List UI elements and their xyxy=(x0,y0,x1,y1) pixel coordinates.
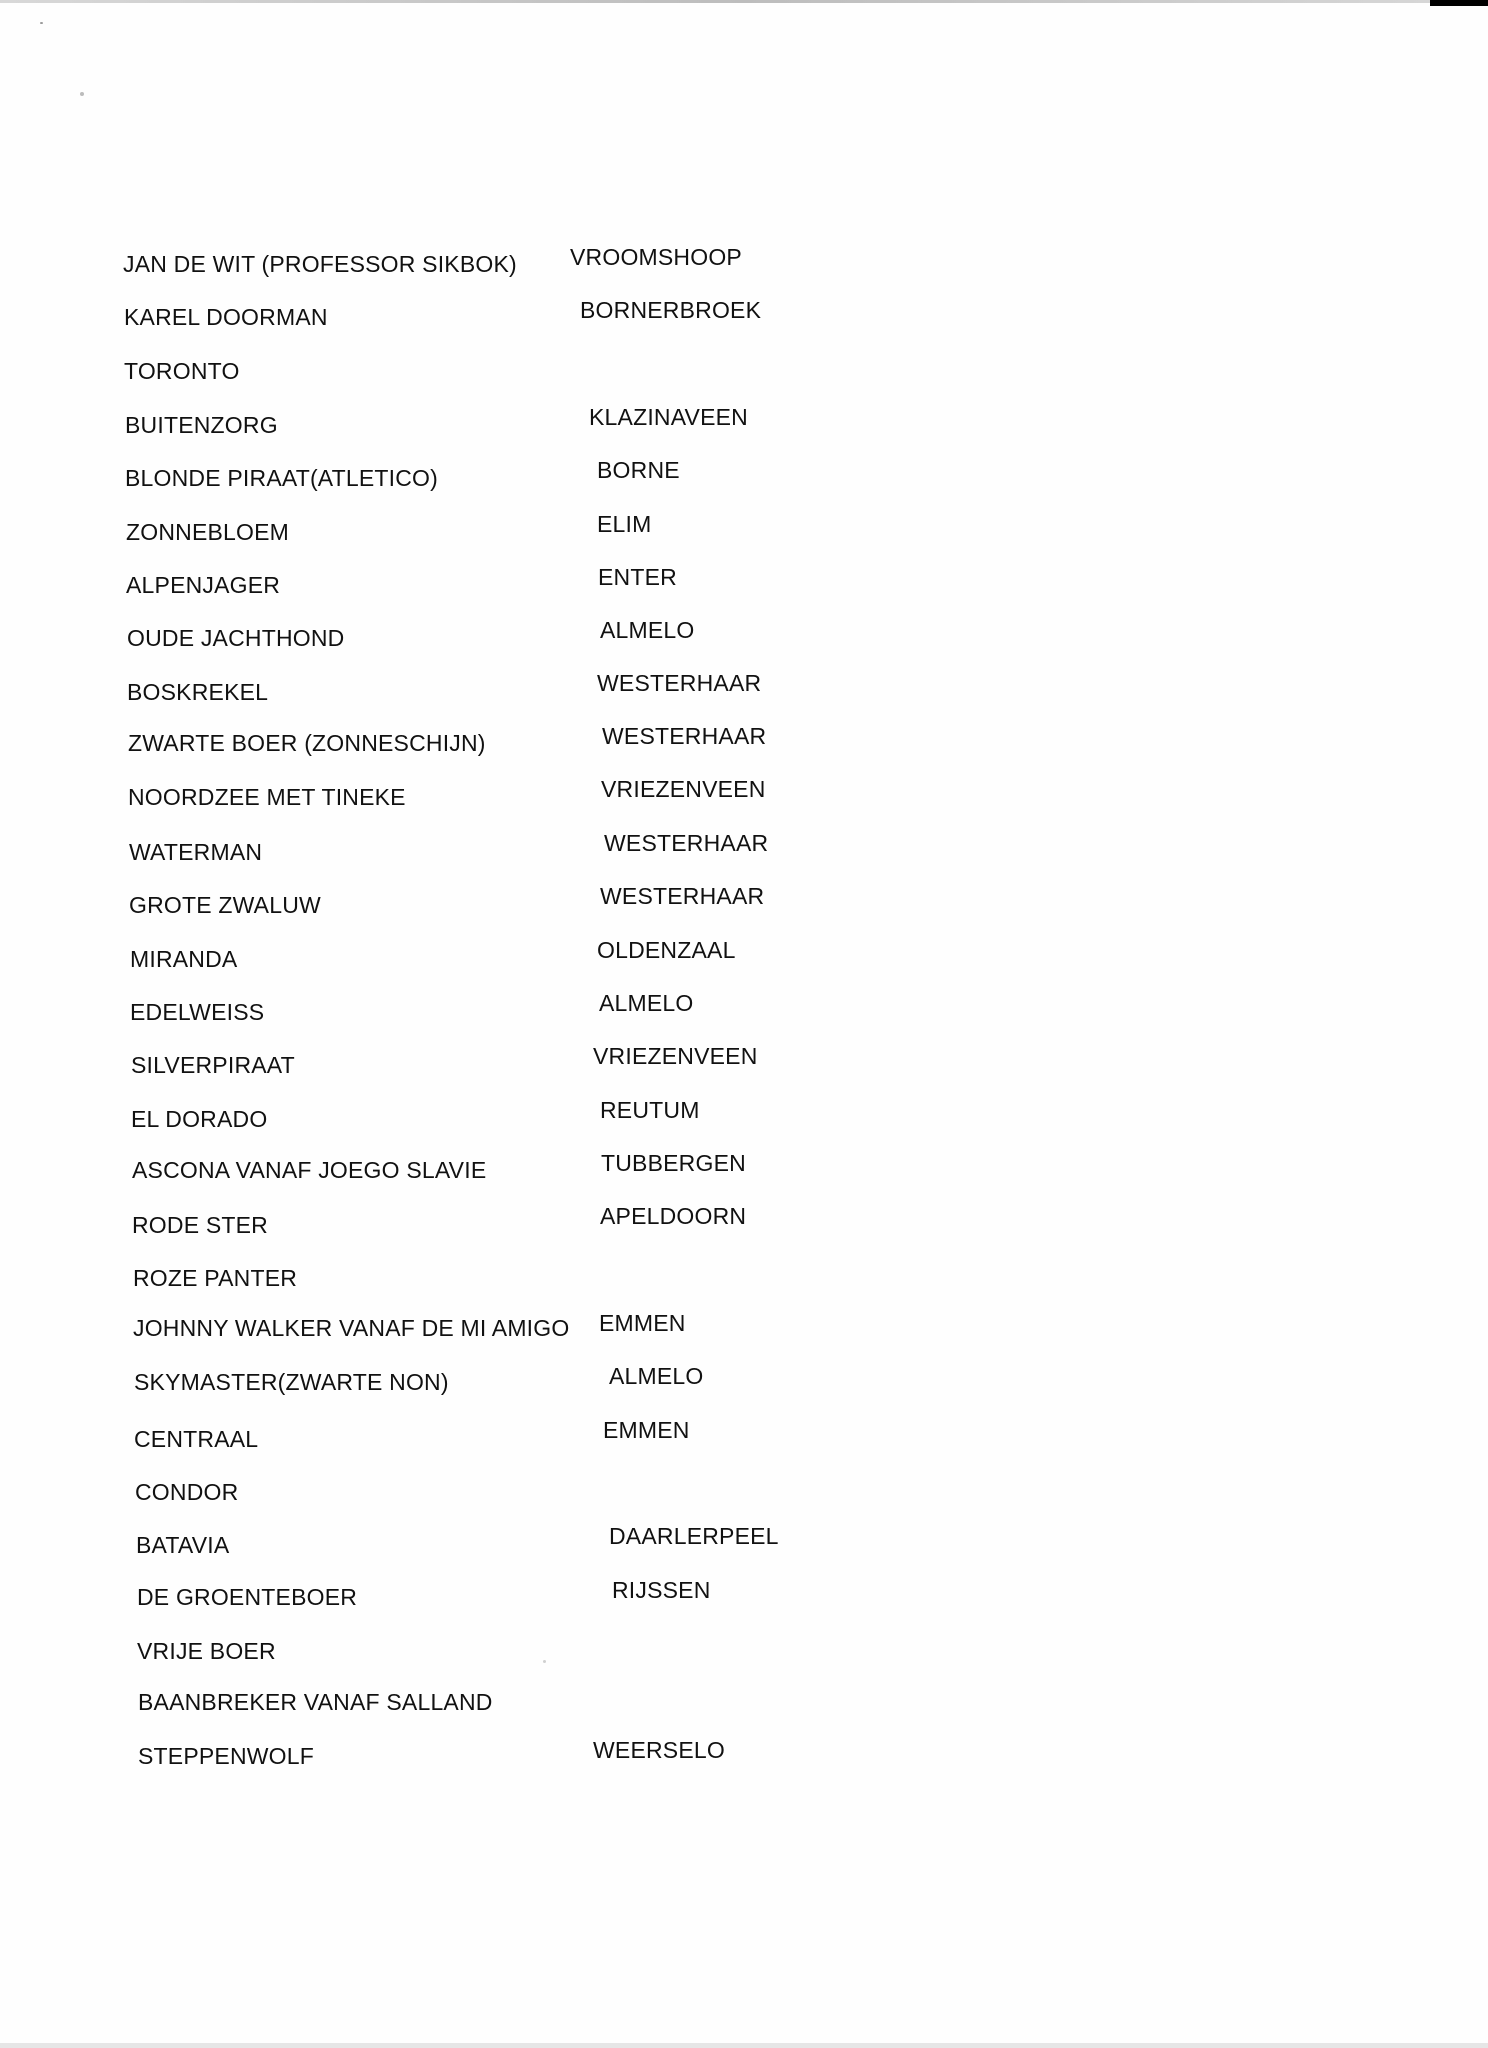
entry-name: CENTRAAL xyxy=(134,1426,259,1452)
entry-place: ALMELO xyxy=(600,617,695,643)
entry-place: WESTERHAAR xyxy=(597,670,762,696)
scan-top-edge xyxy=(0,0,1488,3)
entry-place: WEERSELO xyxy=(593,1737,725,1763)
entry-place: VRIEZENVEEN xyxy=(601,776,766,802)
entry-place: REUTUM xyxy=(600,1097,700,1123)
entry-name: BLONDE PIRAAT(ATLETICO) xyxy=(125,465,439,491)
entry-place: ALMELO xyxy=(599,990,694,1016)
entry-place: VRIEZENVEEN xyxy=(593,1043,758,1069)
entry-name: KAREL DOORMAN xyxy=(124,304,328,330)
entry-place: TUBBERGEN xyxy=(601,1150,746,1176)
entry-name: EDELWEISS xyxy=(130,999,265,1025)
entry-name: VRIJE BOER xyxy=(137,1638,276,1664)
entry-place: WESTERHAAR xyxy=(604,830,769,856)
entry-name: GROTE ZWALUW xyxy=(129,892,321,918)
entry-place: ELIM xyxy=(597,511,652,537)
entry-name: RODE STER xyxy=(132,1212,268,1238)
entry-place: EMMEN xyxy=(603,1417,690,1443)
entry-name: JOHNNY WALKER VANAF DE MI AMIGO xyxy=(133,1315,570,1341)
entry-name: CONDOR xyxy=(135,1479,239,1505)
entry-name: BUITENZORG xyxy=(125,412,278,438)
entry-name: JAN DE WIT (PROFESSOR SIKBOK) xyxy=(123,251,517,277)
entry-name: STEPPENWOLF xyxy=(138,1743,315,1769)
entry-place: BORNE xyxy=(597,457,680,483)
entry-name: SILVERPIRAAT xyxy=(131,1052,295,1078)
entry-place: EMMEN xyxy=(599,1310,686,1336)
entry-name: OUDE JACHTHOND xyxy=(127,625,345,651)
entry-place: OLDENZAAL xyxy=(597,937,736,963)
dust-speck xyxy=(40,22,43,24)
entry-name: TORONTO xyxy=(124,358,240,384)
entry-place: RIJSSEN xyxy=(612,1577,711,1603)
entry-place: ENTER xyxy=(598,564,677,590)
entry-place: DAARLERPEEL xyxy=(609,1523,779,1549)
entry-name: SKYMASTER(ZWARTE NON) xyxy=(134,1369,449,1395)
entry-name: EL DORADO xyxy=(131,1106,268,1132)
entry-name: MIRANDA xyxy=(130,946,238,972)
entry-place: WESTERHAAR xyxy=(600,883,765,909)
entry-name: ZWARTE BOER (ZONNESCHIJN) xyxy=(128,730,486,756)
entry-name: NOORDZEE MET TINEKE xyxy=(128,784,406,810)
entry-place: KLAZINAVEEN xyxy=(589,404,748,430)
dust-speck xyxy=(543,1660,546,1663)
entry-name: ROZE PANTER xyxy=(133,1265,298,1291)
entry-place: BORNERBROEK xyxy=(580,297,762,323)
entry-name: ZONNEBLOEM xyxy=(126,519,290,545)
entry-name: DE GROENTEBOER xyxy=(137,1584,358,1610)
entry-place: WESTERHAAR xyxy=(602,723,767,749)
scan-bottom-edge xyxy=(0,2043,1488,2048)
dust-speck xyxy=(80,92,84,96)
entry-name: ALPENJAGER xyxy=(126,572,281,598)
entry-name: BATAVIA xyxy=(136,1532,230,1558)
corner-scan-mark xyxy=(1430,0,1488,6)
entry-place: APELDOORN xyxy=(600,1203,747,1229)
entry-place: ALMELO xyxy=(609,1363,704,1389)
entry-name: ASCONA VANAF JOEGO SLAVIE xyxy=(132,1157,487,1183)
entry-name: BOSKREKEL xyxy=(127,679,269,705)
entry-name: WATERMAN xyxy=(129,839,263,865)
entry-place: VROOMSHOOP xyxy=(570,244,742,270)
entry-name: BAANBREKER VANAF SALLAND xyxy=(138,1689,493,1715)
